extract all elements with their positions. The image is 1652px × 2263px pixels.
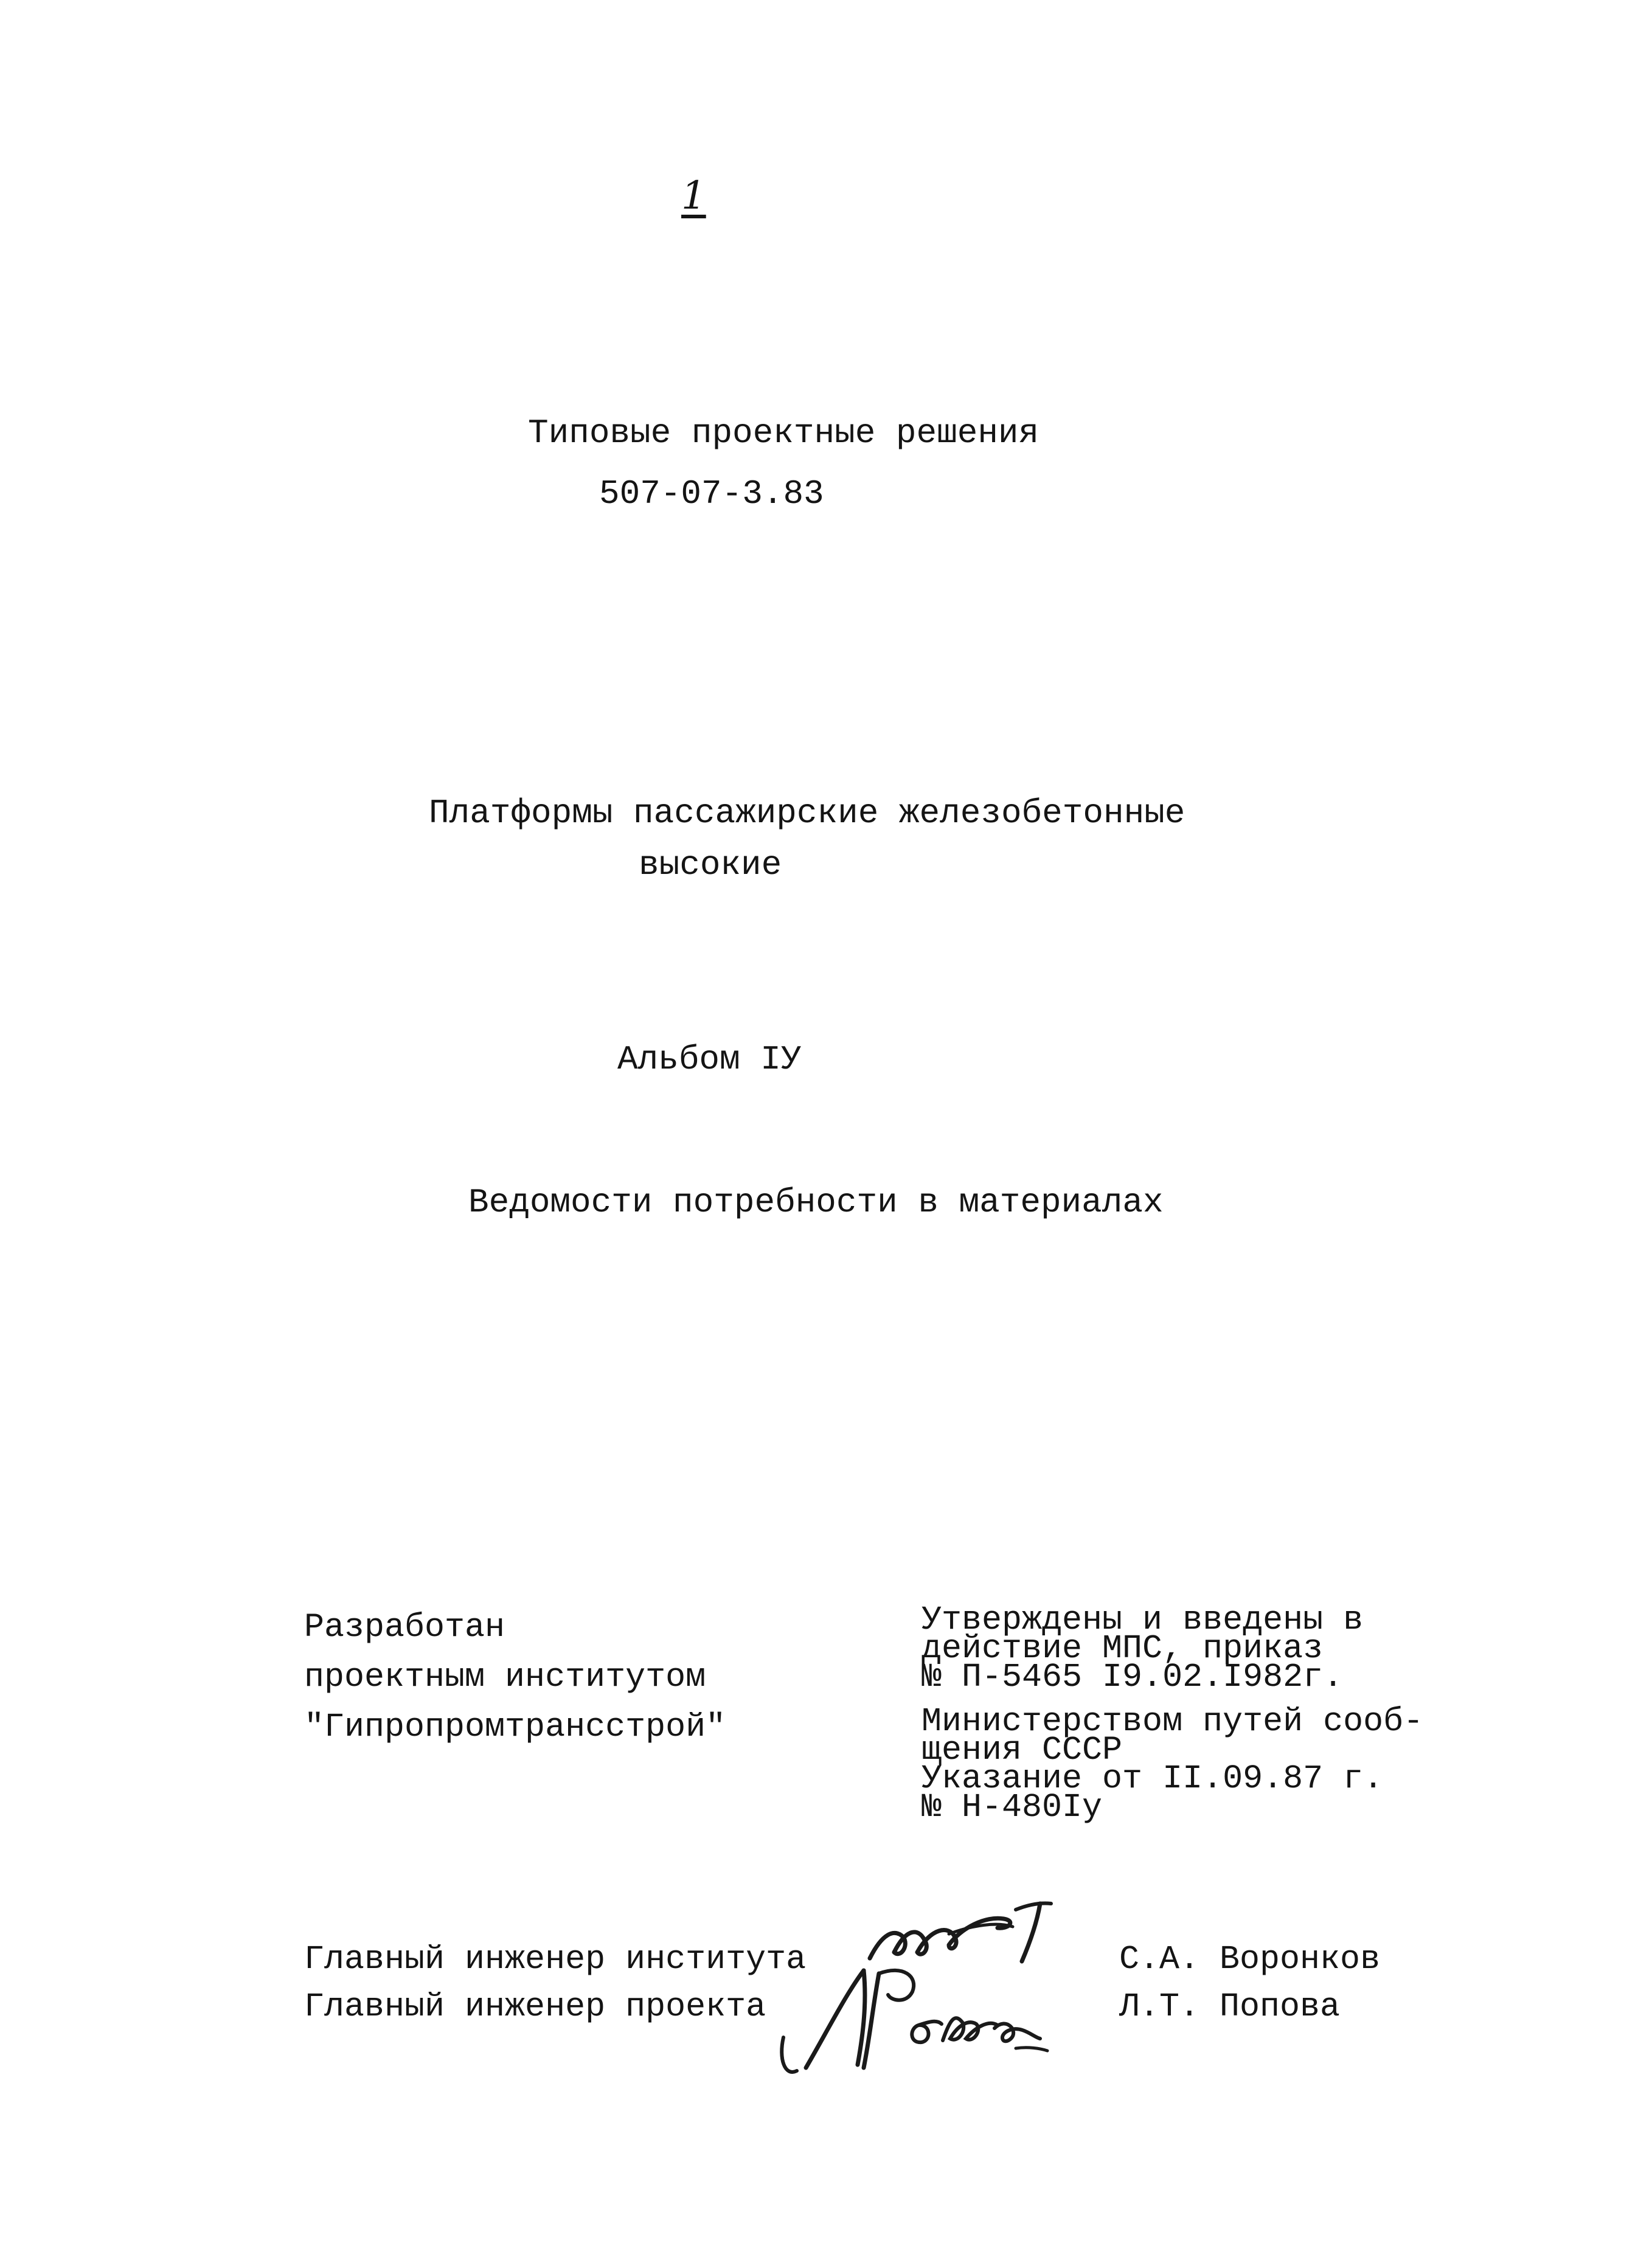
series-code: 507-07-3.83 bbox=[599, 474, 824, 513]
document-title-line1: Платформы пассажирские железобетонные bbox=[429, 794, 1185, 833]
page-number: 1 bbox=[681, 173, 706, 218]
approval-line: действие МПС, приказ bbox=[921, 1629, 1324, 1668]
signatory-role-chief-project: Главный инженер проекта bbox=[304, 1987, 766, 2026]
signature-popova-icon bbox=[772, 1946, 1052, 2086]
signatory-role-chief-institute: Главный инженер института bbox=[304, 1940, 807, 1978]
approval-line: Указание от II.09.87 г. bbox=[921, 1759, 1384, 1798]
developer-block bbox=[304, 1603, 726, 1752]
signatory-name-popova: Л.Т. Попова bbox=[1119, 1987, 1341, 2026]
developer-line: Разработан bbox=[304, 1608, 505, 1646]
approval-line: Министерством путей сооб- bbox=[921, 1702, 1424, 1741]
approval-line: щения СССР bbox=[921, 1731, 1123, 1769]
approval-line: Утверждены и введены в bbox=[921, 1601, 1364, 1639]
document-subtitle: Ведомости потребности в материалах bbox=[468, 1183, 1164, 1222]
document-title-line2: высокие bbox=[639, 845, 782, 884]
approval-line: № Н-480Iу bbox=[921, 1788, 1103, 1826]
developer-line: проектным институтом bbox=[304, 1658, 706, 1696]
album-label: Альбом IУ bbox=[617, 1040, 802, 1079]
signatory-name-voronkov: С.А. Воронков bbox=[1119, 1940, 1381, 1978]
series-label: Типовые проектные решения bbox=[528, 414, 1039, 452]
developer-line: "Гипропромтрансстрой" bbox=[304, 1708, 726, 1746]
approval-block bbox=[921, 1601, 1424, 1826]
approval-line: № П-5465 I9.02.I982г. bbox=[921, 1658, 1344, 1696]
